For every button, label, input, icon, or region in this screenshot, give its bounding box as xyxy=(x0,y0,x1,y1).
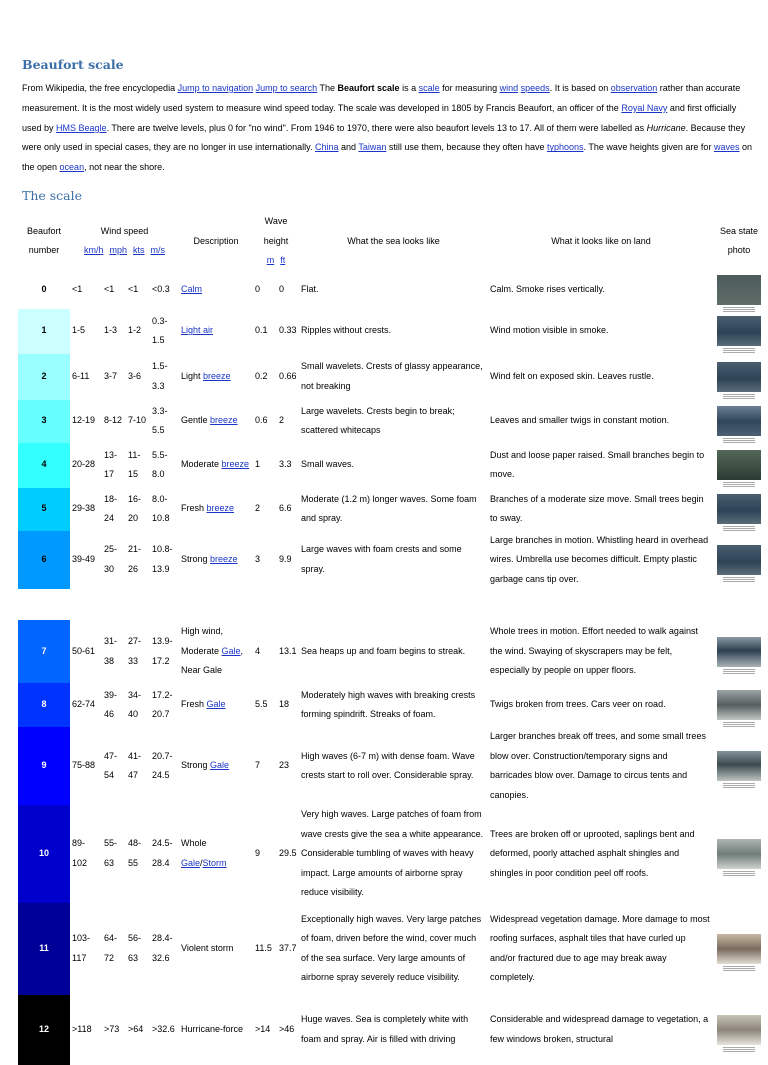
wave-ft-cell: 2 xyxy=(279,415,285,426)
intro-link[interactable]: waves xyxy=(713,142,740,153)
header-photo: Sea state photo xyxy=(719,225,759,256)
kts-cell: 7-10 xyxy=(128,415,147,426)
table-row xyxy=(18,443,764,488)
text-run: , Near Gale xyxy=(181,645,244,676)
kts-cell: 56-63 xyxy=(128,933,142,963)
text-run: Hurricane-force xyxy=(181,1023,244,1034)
sea-description-cell: Small wavelets. Crests of glassy appearance, not breaking xyxy=(301,361,483,391)
intro-link[interactable]: scale xyxy=(418,83,440,93)
text-run: The xyxy=(317,83,338,93)
text-run: , not near the shore. xyxy=(84,162,165,173)
description-cell xyxy=(179,400,253,443)
mph-cell: 18-24 xyxy=(104,493,118,523)
table-row xyxy=(18,903,764,995)
mph-cell: >73 xyxy=(104,1023,120,1034)
photo-cell xyxy=(714,805,764,903)
photo-cell xyxy=(714,443,764,488)
photo-cell xyxy=(714,903,764,995)
sea-description-cell: Moderately high waves with breaking crests forming spindrift. Streaks of foam. xyxy=(301,689,476,719)
kts-cell: 3-6 xyxy=(128,370,142,381)
beaufort-number-cell: 6 xyxy=(18,531,70,590)
unit-m-link[interactable]: m xyxy=(266,255,275,265)
sea-description-cell: High waves (6-7 m) with dense foam. Wave crests start to roll over. Considerable spray. xyxy=(301,750,475,780)
text-run: Light xyxy=(181,370,204,381)
table-row xyxy=(18,620,764,683)
land-description-cell: Trees are broken off or uprooted, saplings bent and deformed, poorly attached asphalt shingles and shingles in poor condition peel off roofs. xyxy=(490,828,695,878)
wave-ft-cell: >46 xyxy=(279,1023,295,1034)
description-link[interactable]: breeze xyxy=(210,554,238,564)
photo-cell xyxy=(714,683,764,727)
photo-caption-lines xyxy=(723,871,755,876)
description-link[interactable]: Gale xyxy=(206,699,226,710)
ms-cell: 24.5-28.4 xyxy=(152,838,173,868)
sea-state-0-photo[interactable] xyxy=(717,275,761,305)
table-body-bottom xyxy=(18,620,764,1065)
land-description-cell: Widespread vegetation damage. More damage to most roofing surfaces, asphalt tiles that have curled up and/or fractured due to age may break away completely. xyxy=(490,913,710,982)
sea-description-cell: Exceptionally high waves. Very large patches of foam, driven before the wind, cover much of the sea surface. Very large amounts of airborne spray severely reduce visibility. xyxy=(301,913,482,982)
kmh-cell: 12-19 xyxy=(72,415,96,426)
sea-state-12-photo[interactable] xyxy=(717,1015,761,1045)
wave-ft-cell: 29.5 xyxy=(279,848,297,858)
wave-m-cell: 9 xyxy=(255,848,261,858)
kmh-cell: 75-88 xyxy=(72,760,96,771)
text-run: / xyxy=(200,857,203,868)
unit-ms-link[interactable]: m/s xyxy=(150,245,166,256)
text-run: Fresh xyxy=(181,699,207,710)
sea-state-11-photo[interactable] xyxy=(717,934,761,964)
description-cell xyxy=(179,443,253,488)
header-land: What it looks like on land xyxy=(551,235,651,246)
table-body-top xyxy=(18,271,764,590)
land-description-cell: Considerable and widespread damage to vegetation, a few windows broken, structural xyxy=(490,1014,709,1044)
sea-description-cell: Ripples without crests. xyxy=(301,325,392,336)
sea-description-cell: Moderate (1.2 m) longer waves. Some foam and spray. xyxy=(301,493,477,523)
photo-caption-lines xyxy=(723,394,755,399)
photo-cell xyxy=(714,400,764,443)
sea-state-8-photo[interactable] xyxy=(717,690,761,720)
unit-ft-link[interactable]: ft xyxy=(280,255,286,265)
ms-cell: 10.8-13.9 xyxy=(152,544,173,574)
description-link[interactable]: Gale xyxy=(210,760,230,771)
wave-m-cell: 1 xyxy=(255,459,261,470)
wave-ft-cell: 37.7 xyxy=(279,942,297,953)
text-run: From Wikipedia, the free encyclopedia xyxy=(22,83,178,93)
mph-cell: 47-54 xyxy=(104,750,118,780)
mph-cell: 13-17 xyxy=(104,449,118,479)
sea-description-cell: Small waves. xyxy=(301,459,355,470)
mph-cell: 39-46 xyxy=(104,689,118,719)
land-description-cell: Larger branches break off trees, and some small trees blow over. Construction/temporary signs and barricades blow over. Damage to circus tents and canopies. xyxy=(490,731,706,800)
wave-ft-cell: 0.33 xyxy=(279,325,297,336)
text-run: is a xyxy=(399,83,419,93)
header-beaufort: Beaufort number xyxy=(26,225,62,256)
text-run: . There are twelve levels, plus 0 for "no wind". From 1946 to 1970, there were also beaufort levels 13 to 17. All of them were labelled as xyxy=(106,122,647,133)
text-run: Strong xyxy=(181,554,211,564)
wave-m-cell: 0.6 xyxy=(255,415,268,426)
photo-cell xyxy=(714,488,764,531)
text-run: for measuring xyxy=(439,83,500,93)
table-row xyxy=(18,400,764,443)
kmh-cell: 29-38 xyxy=(72,503,96,514)
land-description-cell: Twigs broken from trees. Cars veer on road. xyxy=(490,699,666,710)
ms-cell: 28.4-32.6 xyxy=(152,933,173,963)
text-run: Violent storm xyxy=(181,942,234,953)
intro-paragraph xyxy=(22,79,752,178)
kts-cell: 41-47 xyxy=(128,750,142,780)
unit-kmh-link[interactable]: km/h xyxy=(83,245,104,256)
intro-link[interactable]: observation xyxy=(610,83,658,93)
description-cell xyxy=(179,620,253,683)
wave-m-cell: 4 xyxy=(255,645,261,656)
sea-state-4-photo[interactable] xyxy=(717,450,761,480)
text-run: High wind, Moderate xyxy=(181,626,224,656)
land-description-cell: Whole trees in motion. Effort needed to walk against the wind. Swaying of skyscrapers may be felt, especially by people on upper floors. xyxy=(490,626,698,676)
beaufort-table xyxy=(18,212,764,589)
photo-caption-lines xyxy=(723,577,755,582)
text-run: still use them, because they often have xyxy=(386,142,547,153)
description-cell xyxy=(179,727,253,805)
intro-link[interactable]: ocean xyxy=(59,162,85,173)
description-cell xyxy=(179,309,253,354)
sea-state-2-photo[interactable] xyxy=(717,362,761,392)
sea-state-7-photo[interactable] xyxy=(717,637,761,667)
table-row xyxy=(18,995,764,1065)
intro-link[interactable]: HMS Beagle xyxy=(56,122,107,133)
header-wave-height: Wave height m ft xyxy=(263,216,289,265)
description-link[interactable]: breeze xyxy=(221,459,250,470)
beaufort-number-cell: 10 xyxy=(18,805,70,903)
kmh-cell: 50-61 xyxy=(72,645,96,656)
intro-link[interactable]: Royal Navy xyxy=(621,102,668,113)
photo-cell xyxy=(714,531,764,590)
kts-cell: 1-2 xyxy=(128,325,142,336)
kmh-cell: 39-49 xyxy=(72,554,96,564)
sea-state-6-photo[interactable] xyxy=(717,545,761,575)
mph-cell: 1-3 xyxy=(104,325,118,336)
ms-cell: 0.3-1.5 xyxy=(152,315,168,345)
wave-m-cell: 0 xyxy=(255,283,261,294)
beaufort-number-cell: 8 xyxy=(18,683,70,727)
kts-cell: 48-55 xyxy=(128,838,142,868)
photo-cell xyxy=(714,620,764,683)
photo-caption-lines xyxy=(723,669,755,674)
photo-caption-lines xyxy=(723,307,755,312)
beaufort-number-cell: 9 xyxy=(18,727,70,805)
wave-ft-cell: 0.66 xyxy=(279,370,297,381)
ms-cell: 20.7-24.5 xyxy=(152,750,173,780)
photo-cell xyxy=(714,354,764,400)
text-run: Gentle xyxy=(181,415,211,426)
photo-caption-lines xyxy=(723,1047,755,1052)
wave-m-cell: 3 xyxy=(255,554,261,564)
beaufort-number-cell: 7 xyxy=(18,620,70,683)
photo-caption-lines xyxy=(723,482,755,487)
kmh-cell: >118 xyxy=(72,1023,92,1034)
kts-cell: 34-40 xyxy=(128,689,142,719)
description-link[interactable]: Gale xyxy=(181,857,201,868)
land-description-cell: Leaves and smaller twigs in constant motion. xyxy=(490,415,670,426)
kmh-cell: 20-28 xyxy=(72,459,96,470)
sea-state-9-photo[interactable] xyxy=(717,751,761,781)
ms-cell: <0.3 xyxy=(152,283,170,294)
mph-cell: 8-12 xyxy=(104,415,123,426)
text-run: Fresh xyxy=(181,503,207,514)
beaufort-number-cell: 1 xyxy=(18,309,70,354)
text-run: . The wave heights given are for xyxy=(583,142,714,153)
table-row xyxy=(18,488,764,531)
text-run: Whole xyxy=(181,838,207,849)
table-row xyxy=(18,727,764,805)
mph-cell: 55-63 xyxy=(104,838,118,868)
table-row xyxy=(18,271,764,309)
text-run: on the open xyxy=(22,142,752,173)
intro-link[interactable]: speeds xyxy=(520,83,550,93)
intro-link[interactable]: wind xyxy=(499,83,519,93)
description-cell xyxy=(179,354,253,400)
description-link[interactable]: Storm xyxy=(202,857,227,868)
kts-cell: >64 xyxy=(128,1023,144,1034)
ms-cell: >32.6 xyxy=(152,1023,175,1034)
header-description: Description xyxy=(193,235,239,246)
description-link[interactable]: breeze xyxy=(206,503,235,514)
description-cell xyxy=(179,488,253,531)
header-wind-speed: Wind speed km/h mph kts m/s xyxy=(83,225,166,256)
sea-state-10-photo[interactable] xyxy=(717,839,761,869)
wave-ft-cell: 13.1 xyxy=(279,645,297,656)
kmh-cell: 1-5 xyxy=(72,325,86,336)
beaufort-number-cell: 3 xyxy=(18,400,70,443)
land-description-cell: Large branches in motion. Whistling heard in overhead wires. Umbrella use becomes difficult. Empty plastic garbage cans tip over. xyxy=(490,534,709,584)
text-run: Moderate xyxy=(181,459,222,470)
beaufort-number-cell: 12 xyxy=(18,995,70,1065)
wave-ft-cell: 23 xyxy=(279,760,290,771)
table-row xyxy=(18,531,764,590)
section-title: The scale xyxy=(22,188,83,203)
header-sea: What the sea looks like xyxy=(347,235,440,246)
kts-cell: 21-26 xyxy=(128,544,142,574)
photo-caption-lines xyxy=(723,526,755,531)
land-description-cell: Branches of a moderate size move. Small trees begin to sway. xyxy=(490,493,704,523)
text-run: Strong xyxy=(181,760,211,771)
kmh-cell: <1 xyxy=(72,283,83,294)
ms-cell: 8.0-10.8 xyxy=(152,493,170,523)
photo-caption-lines xyxy=(723,783,755,788)
photo-cell xyxy=(714,309,764,354)
kmh-cell: 62-74 xyxy=(72,699,96,710)
text-run: and xyxy=(338,142,359,153)
wave-m-cell: 7 xyxy=(255,760,261,771)
description-link[interactable]: Light air xyxy=(181,325,214,336)
description-link[interactable]: Calm xyxy=(181,283,203,294)
kts-cell: 27-33 xyxy=(128,636,142,666)
description-link[interactable]: breeze xyxy=(203,370,231,381)
mph-cell: 3-7 xyxy=(104,370,118,381)
table-row xyxy=(18,309,764,354)
wave-m-cell: 5.5 xyxy=(255,699,268,710)
ms-cell: 13.9-17.2 xyxy=(152,636,173,666)
mph-cell: 31-38 xyxy=(104,636,118,666)
unit-mph-link[interactable]: mph xyxy=(109,245,127,256)
mph-cell: 25-30 xyxy=(104,544,118,574)
beaufort-number-cell: 5 xyxy=(18,488,70,531)
description-cell xyxy=(179,531,253,590)
sea-state-1-photo[interactable] xyxy=(717,316,761,346)
beaufort-number-cell: 11 xyxy=(18,903,70,995)
sea-description-cell: Large waves with foam crests and some spray. xyxy=(301,544,462,574)
kmh-cell: 89-102 xyxy=(72,838,88,868)
text-run: . Because they were only used in special cases, they are no longer in use internationally. xyxy=(22,122,746,153)
sea-description-cell: Sea heaps up and foam begins to streak. xyxy=(301,645,466,656)
beaufort-number-cell: 2 xyxy=(18,354,70,400)
kmh-cell: 103-117 xyxy=(72,933,91,963)
intro-link[interactable]: Jump to navigation xyxy=(177,83,254,93)
description-cell xyxy=(179,995,253,1065)
photo-caption-lines xyxy=(723,438,755,443)
land-description-cell: Wind felt on exposed skin. Leaves rustle. xyxy=(490,370,654,381)
beaufort-number-cell: 0 xyxy=(18,271,70,309)
ms-cell: 17.2-20.7 xyxy=(152,689,173,719)
kmh-cell: 6-11 xyxy=(72,370,90,381)
text-run: and first officially used by xyxy=(22,102,737,133)
photo-cell xyxy=(714,271,764,309)
ms-cell: 3.3-5.5 xyxy=(152,405,168,435)
kts-cell: <1 xyxy=(128,283,139,294)
description-cell xyxy=(179,805,253,903)
sea-description-cell: Very high waves. Large patches of foam from wave crests give the sea a white appearance. Considerable tumbling of waves with heavy impact. Large amounts of airborne spray reduce visibility. xyxy=(301,809,484,897)
text-run: . It is based on xyxy=(549,83,611,93)
photo-caption-lines xyxy=(723,722,755,727)
table-row xyxy=(18,683,764,727)
italic-term: Hurricane xyxy=(646,122,686,133)
beaufort-table-continued xyxy=(18,620,764,1065)
sea-state-5-photo[interactable] xyxy=(717,494,761,524)
sea-description-cell: Huge waves. Sea is completely white with foam and spray. Air is filled with driving xyxy=(301,1014,469,1044)
kts-cell: 11-15 xyxy=(128,449,141,479)
intro-link[interactable]: China xyxy=(315,142,339,153)
description-cell xyxy=(179,683,253,727)
description-link[interactable]: Gale xyxy=(221,645,241,656)
bold-term: Beaufort scale xyxy=(337,83,400,93)
table-row xyxy=(18,354,764,400)
wave-m-cell: >14 xyxy=(255,1023,271,1034)
sea-description-cell: Large wavelets. Crests begin to break; scattered whitecaps xyxy=(301,405,455,435)
unit-kts-link[interactable]: kts xyxy=(133,245,145,256)
kts-cell: 16-20 xyxy=(128,493,142,523)
land-description-cell: Wind motion visible in smoke. xyxy=(490,325,609,336)
wave-m-cell: 2 xyxy=(255,503,261,514)
ms-cell: 5.5-8.0 xyxy=(152,449,168,479)
wave-m-cell: 0.1 xyxy=(255,325,268,336)
wave-ft-cell: 0 xyxy=(279,283,285,294)
description-cell xyxy=(179,271,253,309)
wave-ft-cell: 3.3 xyxy=(279,459,292,470)
sea-description-cell: Flat. xyxy=(301,283,319,294)
ms-cell: 1.5-3.3 xyxy=(152,361,168,391)
land-description-cell: Calm. Smoke rises vertically. xyxy=(490,283,605,294)
wave-m-cell: 11.5 xyxy=(255,942,272,953)
mph-cell: 64-72 xyxy=(104,933,118,963)
photo-caption-lines xyxy=(723,348,755,353)
photo-caption-lines xyxy=(723,966,755,971)
page-title: Beaufort scale xyxy=(22,57,124,72)
sea-state-3-photo[interactable] xyxy=(717,406,761,436)
intro-link[interactable]: typhoons xyxy=(547,142,584,153)
table-row xyxy=(18,805,764,903)
beaufort-number-cell: 4 xyxy=(18,443,70,488)
description-cell xyxy=(179,903,253,995)
wave-ft-cell: 9.9 xyxy=(279,554,292,564)
wave-ft-cell: 18 xyxy=(279,699,290,710)
wave-m-cell: 0.2 xyxy=(255,370,268,381)
mph-cell: <1 xyxy=(104,283,115,294)
wave-ft-cell: 6.6 xyxy=(279,503,292,514)
land-description-cell: Dust and loose paper raised. Small branches begin to move. xyxy=(490,449,705,479)
description-link[interactable]: breeze xyxy=(210,415,238,426)
intro-link[interactable]: Taiwan xyxy=(358,142,387,153)
photo-cell xyxy=(714,995,764,1065)
text-run: rather than accurate measurement. It is the most widely used system to measure wind speed today. The scale was developed in 1805 by Francis Beaufort, an officer of the xyxy=(22,83,741,113)
photo-cell xyxy=(714,727,764,805)
intro-link[interactable]: Jump to search xyxy=(255,83,318,93)
